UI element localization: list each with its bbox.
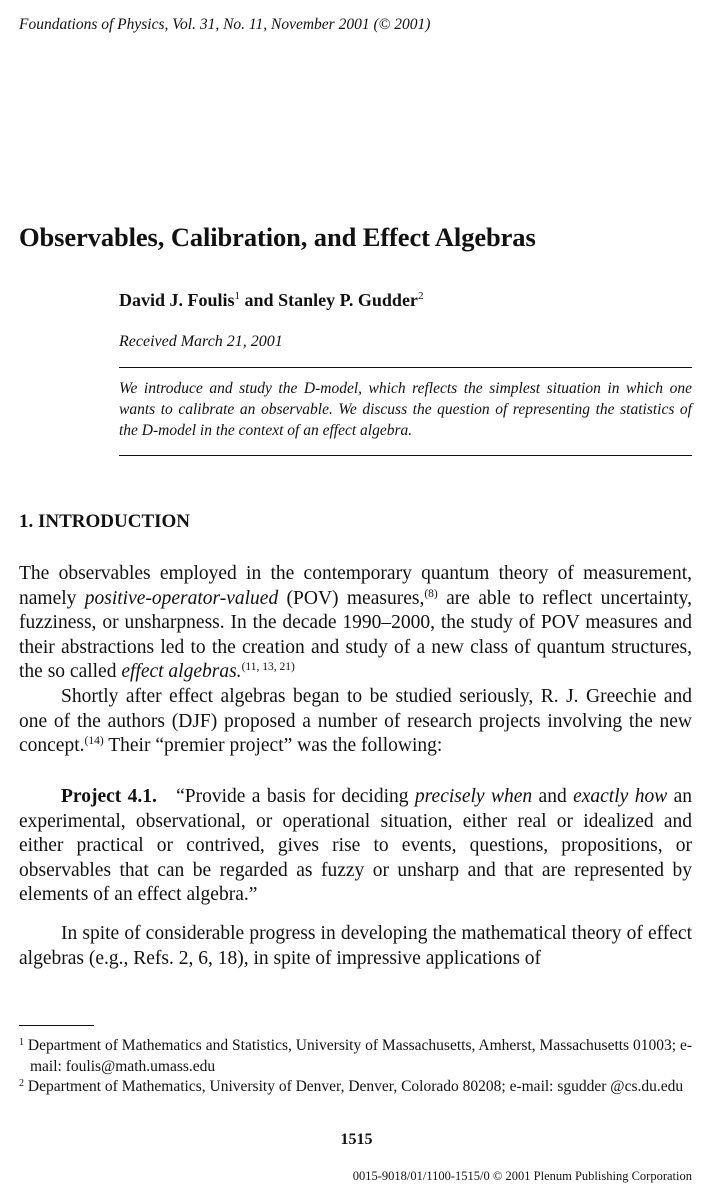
citation-11-13-21: (11, 13, 21) xyxy=(241,661,295,674)
paragraph-4: In spite of considerable progress in developing the mathematical theory of effect algebras (e.g., Refs. 2, 6, 18), in spite of impressive applications of xyxy=(19,923,692,969)
footnote-mark-1: 1 xyxy=(234,290,241,302)
p3-emph-precisely-when: precisely when xyxy=(414,786,533,807)
footnote-1-text: Department of Mathematics and Statistics, University of Massachusetts, Amherst, Massachusetts 01003; e-mail: foulis@math.umass.edu xyxy=(24,1037,692,1075)
intro-paragraphs xyxy=(19,562,692,759)
footnote-1-mark: 1 xyxy=(19,1037,24,1048)
received-date: Received March 21, 2001 xyxy=(119,333,283,350)
article-title: Observables, Calibration, and Effect Algebras xyxy=(19,222,536,252)
p2-text-b: Their “premier project” was the following: xyxy=(103,735,443,757)
footnote-2-mark: 2 xyxy=(19,1078,24,1089)
paragraph-4-block xyxy=(19,922,692,971)
p1-text-a: The observables employed in the contemporary quantum theory of measurement, namely xyxy=(19,563,692,609)
p1-emph-effect-algebras: effect algebras. xyxy=(121,661,242,683)
p3-text-a: “Provide a basis for deciding xyxy=(156,786,415,807)
project-statement xyxy=(19,785,692,908)
p1-emph-pov: positive-operator-valued xyxy=(84,587,279,609)
paragraph-2 xyxy=(19,685,692,759)
footnote-1 xyxy=(19,1035,692,1077)
journal-header: Foundations of Physics, Vol. 31, No. 11, November 2001 (© 2001) xyxy=(19,16,431,33)
paragraph-1 xyxy=(19,562,692,685)
abstract-bottom-rule xyxy=(119,455,692,456)
abstract-text: We introduce and study the D-model, which reflects the simplest situation in which one wants to calibrate an observable. We discuss the question of representing the statistics of the D-model in the context of an effect algebra. xyxy=(119,380,692,439)
author-name-foulis: David J. Foulis xyxy=(119,290,235,310)
footnote-mark-2: 2 xyxy=(417,290,424,302)
footnote-1-body xyxy=(19,1035,692,1077)
page-number: 1515 xyxy=(340,1131,373,1148)
p3-text-e: an experimental, observational, or operational situation, either real or idealized and either practical or contrived, gives rise to events, questions, propositions, or observables that can be regarded as fuzzy or unsharp and that are represented by elements of an effect algebra.” xyxy=(19,786,693,906)
author-conjunction: and xyxy=(240,290,279,310)
paragraph-3 xyxy=(19,785,692,908)
footnote-2-body xyxy=(19,1076,692,1097)
section-heading-introduction: 1. INTRODUCTION xyxy=(19,511,191,532)
p3-text-c: and xyxy=(532,786,574,807)
p1-text-d: are able to reflect uncertainty, fuzziness, or unsharpness. In the decade 1990–2000, the study of POV measures and their abstractions led to the creation and study of a new class of quantum structures, the so called xyxy=(19,587,692,683)
project-label: Project 4.1. xyxy=(61,786,157,807)
copyright-imprint: 0015-9018/01/1100-1515/0 © 2001 Plenum Publishing Corporation xyxy=(352,1169,692,1183)
footnote-2-text: Department of Mathematics, University of Denver, Denver, Colorado 80208; e-mail: sgudder @cs.du.edu xyxy=(24,1078,684,1095)
author-name-gudder: Stanley P. Gudder xyxy=(278,290,418,310)
citation-14: (14) xyxy=(84,735,104,748)
citation-8: (8) xyxy=(424,587,438,600)
author-line xyxy=(119,290,423,311)
footnote-2 xyxy=(19,1076,692,1097)
p3-emph-exactly-how: exactly how xyxy=(573,786,668,807)
p1-text-c: (POV) measures, xyxy=(278,587,425,609)
footnote-rule xyxy=(19,1025,94,1026)
abstract-top-rule xyxy=(119,367,692,368)
p2-text-a: Shortly after effect algebras began to be studied seriously, R. J. Greechie and one of the authors (DJF) proposed a number of research projects involving the new concept. xyxy=(19,685,692,757)
